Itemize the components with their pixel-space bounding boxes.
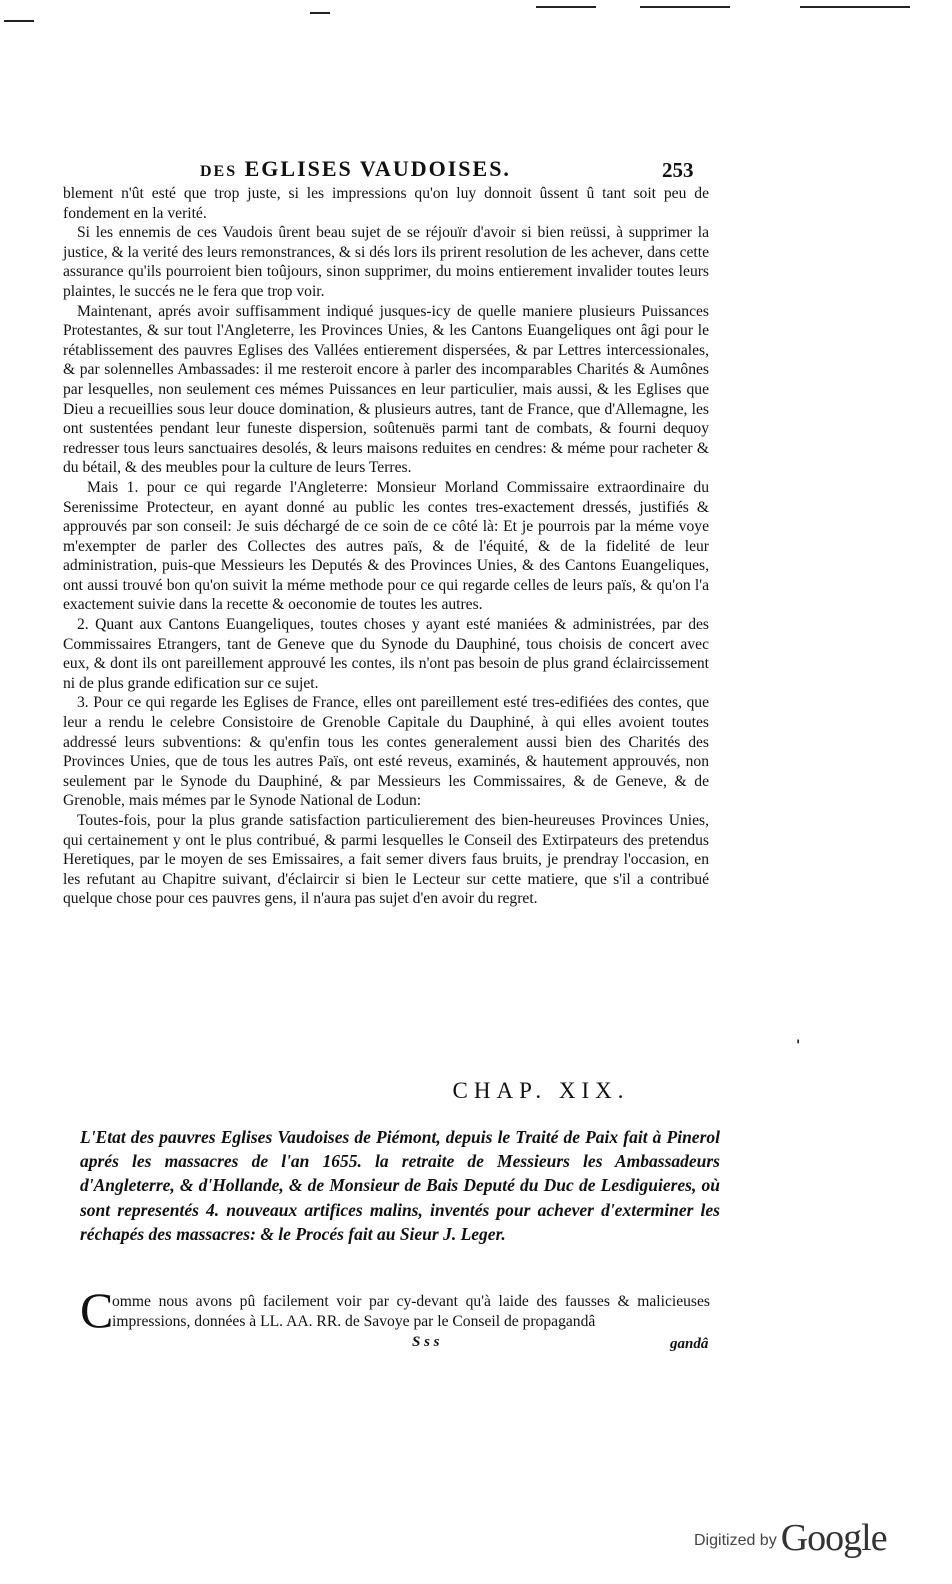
running-head xyxy=(200,156,720,182)
drop-cap: C xyxy=(80,1282,114,1338)
paragraph: Maintenant, aprés avoir suffisamment indiqué jusques-icy de quelle maniere plusieurs Puissances Protestantes, & sur tout l'Angleterre, les Provinces Unies, & les Cantons Euangeliques ont âgi pour le rétablissement des pauvres Eglises des Vallées entierement dispersées, & par Lettres intercessionales, & par solennelles Ambassades: il me resteroit encore à parler des incomparables Charités & Aumônes par lesquelles, non seulement ces mémes Puissances en leur particulier, mais aussi, & les Eglises que Dieu a recueillies sous leur douce domination, & plusieurs autres, tant de France, que d'Allemagne, les ont sustentées pendant leur funeste dispersion, soûtenuës parmi tant de combats, & fourni dequoy redresser tous leurs sanctuaires desolés, & leurs maisons reduites en cendres: & méme pour racheter & du bétail, & des meubles pour la culture de leurs Terres. xyxy=(63,302,709,477)
signature-mark: S s s xyxy=(412,1334,440,1350)
paragraph: 3. Pour ce qui regarde les Eglises de France, elles ont pareillement esté tres-edifiées des contes, que leur a rendu le celebre Consistoire de Grenoble Capitale du Dauphiné, à qui elles avoient toutes addressé leurs subventions: & qu'enfin tous les contes generalement aussi bien des Charités des Provinces Unies, que de tous les autres Païs, ont esté reveus, examinés, & hautement approuvés, non seulement par le Synode du Dauphiné, & par Messieurs les Commissaires, & de Geneve, & de Grenoble, mais mémes par le Synode National de Lodun: xyxy=(63,694,709,810)
paragraph: Toutes-fois, pour la plus grande satisfaction particulierement des bien-heureuses Provinces Unies, qui certainement y ont le plus contribué, & parmi lesquelles le Conseil des Extirpateurs des pretendus Heretiques, par le moyen de ses Emissaires, a fait semer divers faus bruits, je prendray l'occasion, en les refutant au Chapitre suivant, d'éclaircir si bien le Lecteur sur cette matiere, que s'il a contribué quelque chose pour ces pauvres gens, il n'aura pas sujet d'en avoir du regret. xyxy=(63,812,709,908)
top-edge-rule xyxy=(4,20,34,22)
margin-mark: ' xyxy=(796,1038,801,1054)
top-edge-rule xyxy=(310,12,330,14)
google-logo: Google xyxy=(780,1517,887,1559)
digitized-by-label: Digitized by xyxy=(694,1532,777,1549)
chapter-summary: L'Etat des pauvres Eglises Vaudoises de Piémont, depuis le Traité de Paix fait à Pinerol aprés les massacres de l'an 1655. la retraite de Messieurs les Ambassadeurs d'Angleterre, & d'Hollande, & de Monsieur de Bais Deputé du Duc de Lesdiguieres, où sont representés 4. nouveaux artifices malins, inventés pour achever d'exterminer les réchapés des massacres: & le Procés fait au Sieur J. Leger. xyxy=(80,1127,720,1244)
chapter-opening xyxy=(82,1292,710,1332)
paragraph: Mais 1. pour ce qui regarde l'Angleterre: Monsieur Morland Commissaire extraordinaire du Serenissime Protecteur, en ayant donné au public les contes tres-exactement dressés, justifiés & approuvés par son conseil: Je suis déchargé de ce soin de ce côté là: Et je pourrois par la méme voye m'exempter de parler des Collectes des autres païs, & de l'équité, & de la fidelité de leur administration, puis-que Messieurs les Deputés & des Provinces Unies, & des Cantons Euangeliques, ont aussi trouvé bon qu'on suivit la méme methode pour ce qui regarde celles de leurs païs, & qu'on l'a exactement suivie dans la recette & oeconomie de toutes les autres. xyxy=(63,478,709,614)
page-number: 253 xyxy=(662,158,694,182)
paragraph: 2. Quant aux Cantons Euangeliques, toutes choses y ayant esté maniées & administrées, par des Commissaires Etrangers, tant de Geneve que du Synode du Dauphiné, tous choisis de concert avec eux, & dont ils ont pareillement approuvé les contes, ils n'ont pas besoin de plus grand éclaircissement ni de plus grande edification sur ce sujet. xyxy=(63,616,709,692)
catchword: gandâ xyxy=(670,1336,709,1352)
paragraph: Si les ennemis de ces Vaudois ûrent beau sujet de se réjouïr d'avoir si bien reüssi, à supprimer la justice, & la verité des leurs remonstrances, & si dés lors ils prirent resolution de les achever, dans cette assurance qu'ils pourroient bien toûjours, sinon supprimer, du moins entierement invalider toutes leurs plaintes, le succés ne le fera que trop voir. xyxy=(63,224,709,300)
top-edge-rule xyxy=(536,6,596,8)
chapter-title: CHAP. XIX. xyxy=(452,1078,630,1103)
opening-text: omme nous avons pû facilement voir par cy-devant qu'à laide des fausses & malicieuses impressions, données à LL. AA. RR. de Savoye par le Conseil de propagandâ xyxy=(112,1293,710,1330)
body-text xyxy=(63,184,709,909)
top-edge-rule xyxy=(800,6,910,8)
digitized-by-watermark xyxy=(694,1510,887,1560)
running-head-prefix: DES xyxy=(200,163,238,180)
top-edge-rule xyxy=(640,6,730,8)
running-head-title: EGLISES VAUDOISES. xyxy=(244,156,511,181)
paragraph: blement n'ût esté que trop juste, si les impressions qu'on luy donnoit ûssent û tant soit peu de fondement en la verité. xyxy=(63,185,709,222)
